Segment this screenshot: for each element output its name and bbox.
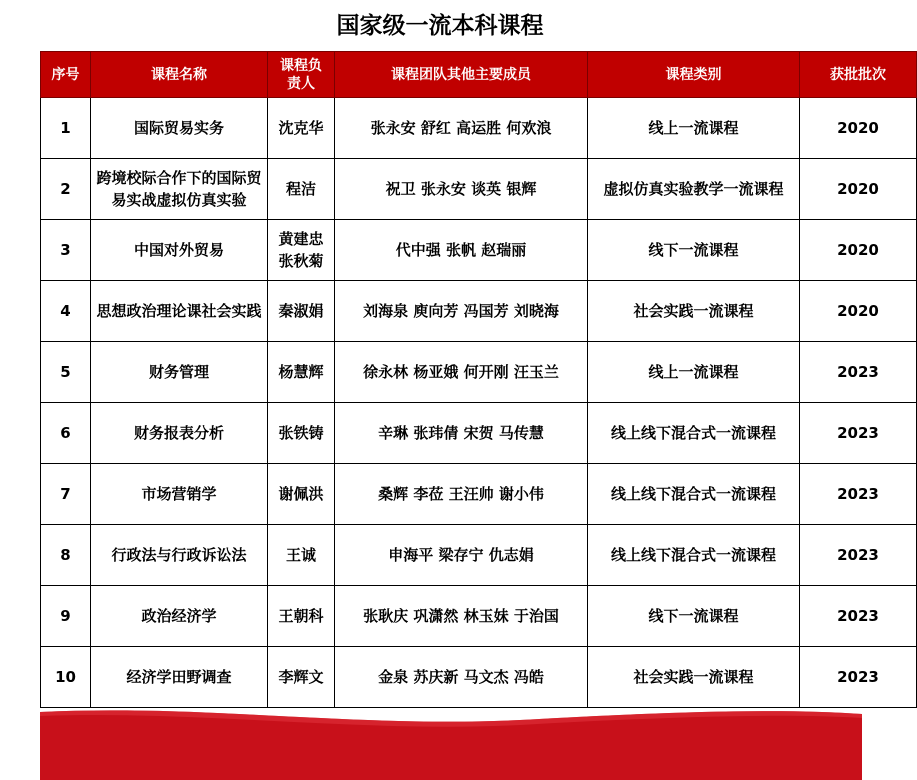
- cell-course-lead: 李辉文: [268, 647, 335, 708]
- table-row: [41, 159, 917, 220]
- header-course-type: 课程类别: [588, 52, 800, 98]
- cell-course-type: 线上一流课程: [588, 342, 800, 403]
- cell-batch: 2020: [800, 159, 917, 220]
- table-row: [41, 586, 917, 647]
- cell-course-type: 线下一流课程: [588, 586, 800, 647]
- cell-course-lead: 杨慧辉: [268, 342, 335, 403]
- cell-no: 5: [41, 342, 91, 403]
- cell-batch: 2023: [800, 342, 917, 403]
- course-table-container: [40, 51, 886, 708]
- header-course-lead: [268, 52, 335, 98]
- cell-course-type: 线上线下混合式一流课程: [588, 464, 800, 525]
- cell-course-name: 经济学田野调查: [91, 647, 268, 708]
- cell-course-type: 线上线下混合式一流课程: [588, 525, 800, 586]
- cell-course-name: 跨境校际合作下的国际贸易实战虚拟仿真实验: [91, 159, 268, 220]
- page-title: 国家级一流本科课程: [336, 13, 544, 39]
- cell-course-name: 政治经济学: [91, 586, 268, 647]
- cell-course-name: 行政法与行政诉讼法: [91, 525, 268, 586]
- header-team-members: 课程团队其他主要成员: [335, 52, 588, 98]
- cell-team-members: 金泉 苏庆新 马文杰 冯皓: [335, 647, 588, 708]
- cell-batch: 2023: [800, 464, 917, 525]
- cell-course-lead: 谢佩洪: [268, 464, 335, 525]
- cell-team-members: 代中强 张帆 赵瑞丽: [335, 220, 588, 281]
- cell-course-name: 财务报表分析: [91, 403, 268, 464]
- table-row: [41, 647, 917, 708]
- cell-team-members: 刘海泉 庾向芳 冯国芳 刘晓海: [335, 281, 588, 342]
- cell-batch: 2020: [800, 98, 917, 159]
- cell-no: 1: [41, 98, 91, 159]
- cell-team-members: 辛琳 张玮倩 宋贺 马传慧: [335, 403, 588, 464]
- cell-no: 2: [41, 159, 91, 220]
- cell-course-name: 中国对外贸易: [91, 220, 268, 281]
- header-batch: 获批批次: [800, 52, 917, 98]
- cell-batch: 2023: [800, 586, 917, 647]
- cell-batch: 2020: [800, 220, 917, 281]
- cell-batch: 2023: [800, 647, 917, 708]
- cell-course-type: 社会实践一流课程: [588, 281, 800, 342]
- cell-course-lead: 王朝科: [268, 586, 335, 647]
- header-no: 序号: [41, 52, 91, 98]
- cell-course-name: 市场营销学: [91, 464, 268, 525]
- table-row: [41, 281, 917, 342]
- cell-course-lead: 沈克华: [268, 98, 335, 159]
- header-lead-line2: 责人: [287, 75, 315, 92]
- cell-no: 3: [41, 220, 91, 281]
- cell-team-members: 张永安 舒红 高运胜 何欢浪: [335, 98, 588, 159]
- cell-team-members: 徐永林 杨亚娥 何开刚 汪玉兰: [335, 342, 588, 403]
- decorative-red-banner: [40, 706, 862, 780]
- cell-course-type: 虚拟仿真实验教学一流课程: [588, 159, 800, 220]
- cell-course-name: 思想政治理论课社会实践: [91, 281, 268, 342]
- cell-course-lead: 张铁铸: [268, 403, 335, 464]
- banner-red-shape: [40, 710, 862, 780]
- cell-course-name: 国际贸易实务: [91, 98, 268, 159]
- cell-course-lead: 秦淑娟: [268, 281, 335, 342]
- header-course-name: 课程名称: [91, 52, 268, 98]
- cell-course-type: 社会实践一流课程: [588, 647, 800, 708]
- cell-course-lead: 黄建忠张秋菊: [268, 220, 335, 281]
- cell-no: 10: [41, 647, 91, 708]
- cell-batch: 2023: [800, 525, 917, 586]
- cell-course-type: 线上一流课程: [588, 98, 800, 159]
- cell-course-lead: 程洁: [268, 159, 335, 220]
- cell-course-type: 线上线下混合式一流课程: [588, 403, 800, 464]
- cell-no: 4: [41, 281, 91, 342]
- table-row: [41, 98, 917, 159]
- header-lead-line1: 课程负: [280, 57, 322, 74]
- cell-team-members: 桑辉 李莅 王汪帅 谢小伟: [335, 464, 588, 525]
- table-row: [41, 525, 917, 586]
- cell-no: 7: [41, 464, 91, 525]
- table-header-row: [41, 52, 917, 98]
- cell-batch: 2023: [800, 403, 917, 464]
- cell-no: 6: [41, 403, 91, 464]
- table-row: [41, 220, 917, 281]
- cell-course-name: 财务管理: [91, 342, 268, 403]
- cell-no: 9: [41, 586, 91, 647]
- table-row: [41, 403, 917, 464]
- course-table: [40, 51, 917, 708]
- cell-no: 8: [41, 525, 91, 586]
- table-row: [41, 342, 917, 403]
- cell-team-members: 申海平 梁存宁 仇志娟: [335, 525, 588, 586]
- cell-team-members: 祝卫 张永安 谈英 银辉: [335, 159, 588, 220]
- cell-team-members: 张耿庆 巩潇然 林玉妹 于治国: [335, 586, 588, 647]
- cell-course-type: 线下一流课程: [588, 220, 800, 281]
- table-row: [41, 464, 917, 525]
- cell-batch: 2020: [800, 281, 917, 342]
- cell-course-lead: 王诚: [268, 525, 335, 586]
